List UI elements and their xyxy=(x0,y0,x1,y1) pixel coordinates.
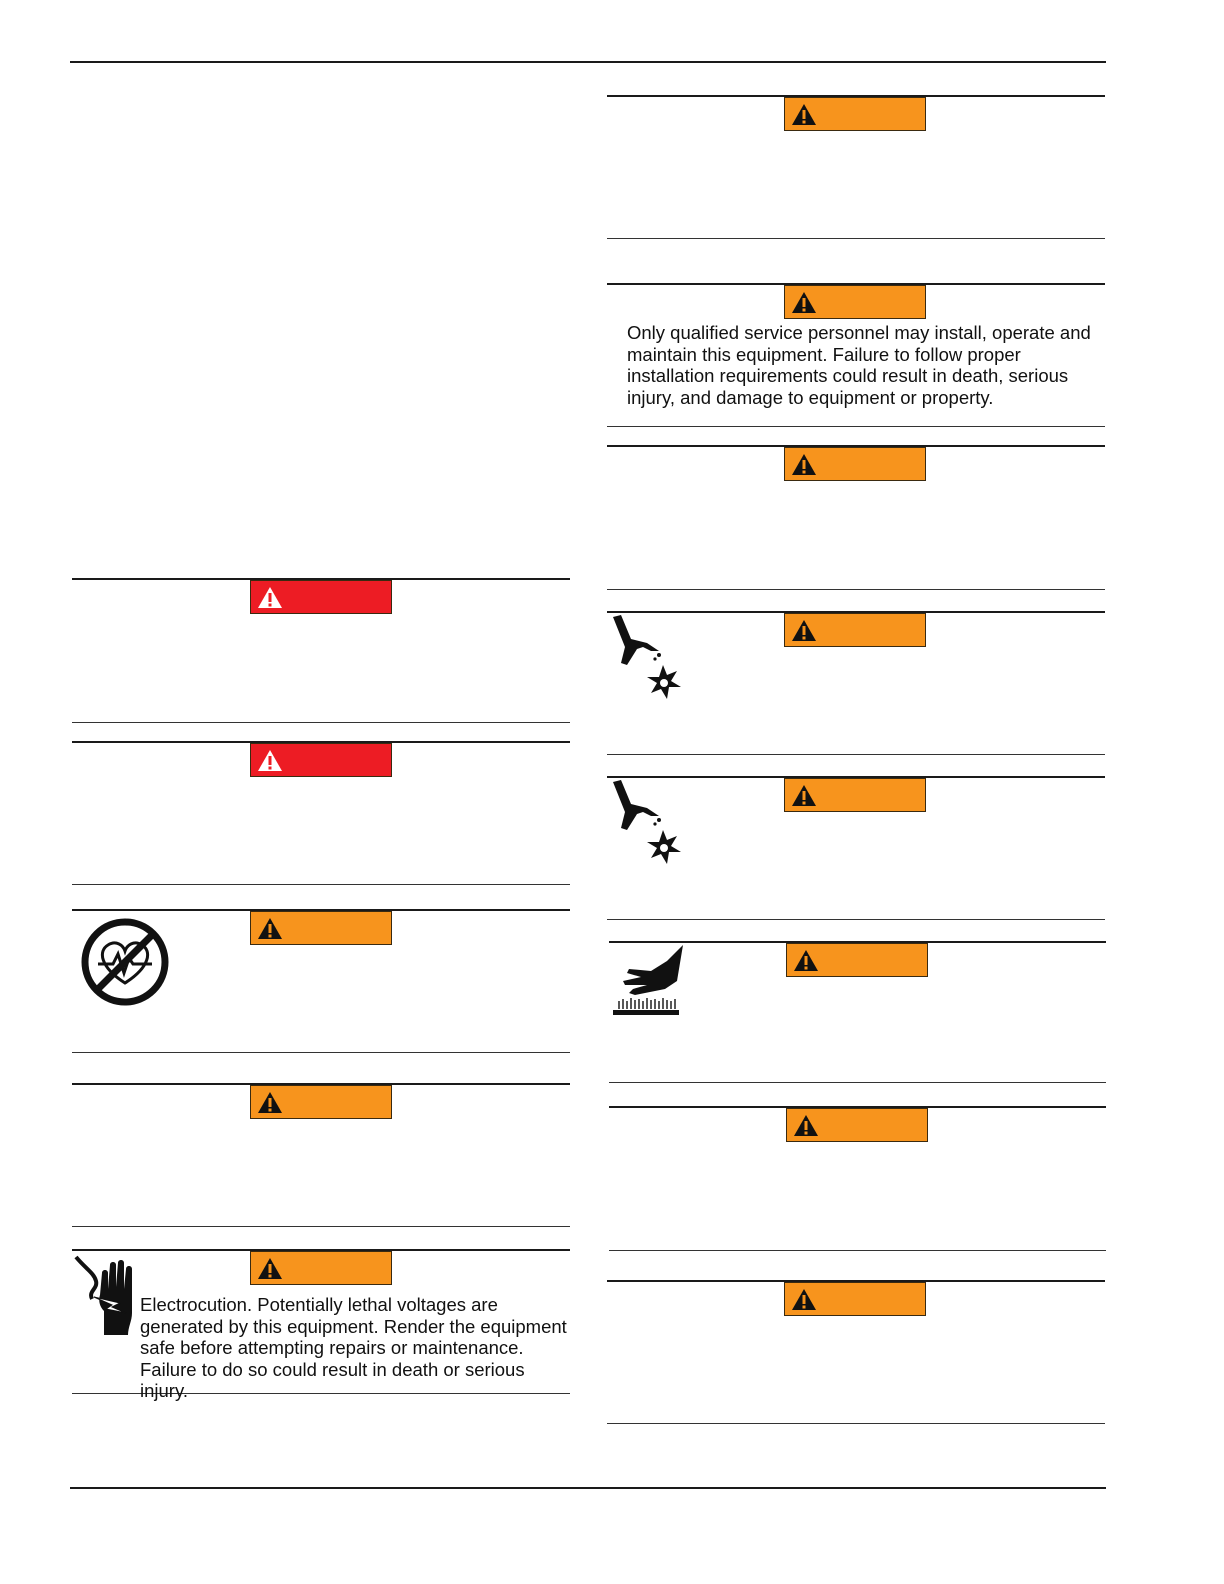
warning-notice-right-9 xyxy=(607,1280,1105,1424)
page-footer-rule xyxy=(70,1487,1106,1489)
warning-notice-left-4 xyxy=(72,1083,570,1227)
alert-triangle-icon xyxy=(793,949,819,972)
alert-triangle-icon xyxy=(791,619,817,642)
warning-badge xyxy=(786,943,928,977)
warning-badge xyxy=(250,1251,392,1285)
warning-notice-right-8 xyxy=(609,1106,1106,1251)
notice-text: Electrocution. Potentially lethal voltages are generated by this equipment. Render the equipment safe before attempting repairs or maintenance. Failure to do so could result in death or serious injury. xyxy=(140,1294,567,1401)
alert-triangle-icon xyxy=(257,1257,283,1280)
warning-badge xyxy=(784,447,926,481)
hot-surface-hand-icon xyxy=(611,943,685,1021)
warning-badge xyxy=(250,1085,392,1119)
alert-triangle-icon xyxy=(791,453,817,476)
warning-notice-hot-surface xyxy=(609,941,1106,1083)
alert-triangle-icon xyxy=(791,784,817,807)
no-pacemaker-icon xyxy=(80,917,170,1007)
alert-triangle-icon xyxy=(257,917,283,940)
warning-notice-electrocution xyxy=(72,1249,570,1401)
notice-text: Only qualified service personnel may install, operate and maintain this equipment. Failure to follow proper installation requirements could result in death, serious injury, and damage to equipment or property. xyxy=(627,322,1091,408)
alert-triangle-icon xyxy=(257,1091,283,1114)
warning-badge xyxy=(786,1108,928,1142)
warning-notice-right-1 xyxy=(607,95,1105,239)
danger-notice-2 xyxy=(72,741,570,885)
alert-triangle-icon xyxy=(791,291,817,314)
alert-triangle-icon xyxy=(793,1114,819,1137)
warning-notice-qualified-personnel xyxy=(607,283,1105,427)
page-header-rule xyxy=(70,61,1106,63)
alert-triangle-icon xyxy=(791,1288,817,1311)
warning-notice-pacemaker xyxy=(72,909,570,1053)
alert-triangle-icon xyxy=(257,749,283,772)
cutting-hazard-hand-icon xyxy=(607,778,683,868)
warning-badge xyxy=(784,97,926,131)
warning-badge xyxy=(784,613,926,647)
danger-badge xyxy=(250,580,392,614)
warning-notice-cutting-1 xyxy=(607,611,1105,755)
danger-badge xyxy=(250,743,392,777)
electrocution-hand-icon xyxy=(72,1251,138,1339)
warning-notice-right-3 xyxy=(607,445,1105,590)
danger-notice-1 xyxy=(72,578,570,723)
warning-notice-cutting-2 xyxy=(607,776,1105,920)
warning-badge xyxy=(784,285,926,319)
warning-badge xyxy=(250,911,392,945)
alert-triangle-icon xyxy=(257,586,283,609)
warning-badge xyxy=(784,1282,926,1316)
warning-badge xyxy=(784,778,926,812)
alert-triangle-icon xyxy=(791,103,817,126)
cutting-hazard-hand-icon xyxy=(607,613,683,703)
